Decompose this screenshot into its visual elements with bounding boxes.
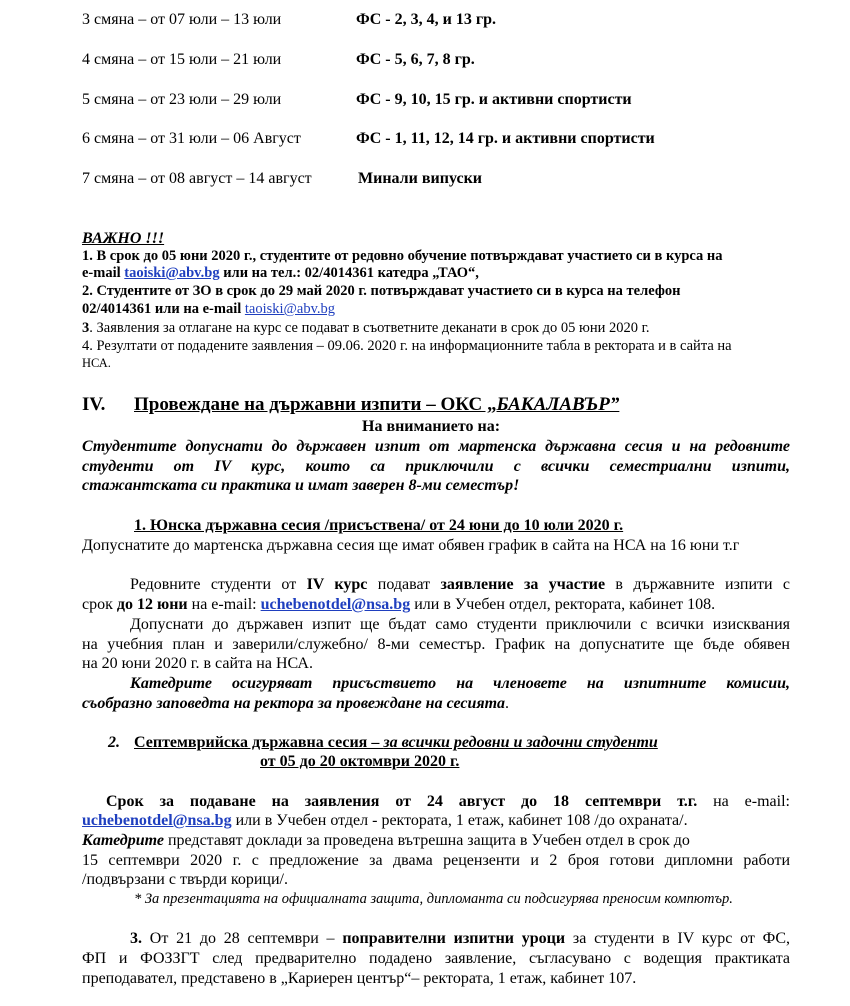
june-schedule-note: Допуснатите до мартенска държавна сесия ще имат обявен график в сайта на НСА на 16 юни т.г: [82, 537, 740, 554]
note-2-text: 02/4014361 или на e-mail: [82, 301, 245, 317]
september-departments-line2: 15 септември 2020 г. с предложение за двама рецензенти и 2 броя готови дипломни работи: [82, 852, 790, 869]
shift-period: 5 смяна – от 23 юли – 29 юли: [82, 91, 282, 108]
note-2-line1: 2. Студентите от ЗО в срок до 29 май 2020 г. потвърждават участието си в курса на телефон: [82, 283, 681, 299]
section-title-text: Провеждане на държавни изпити – ОКС „: [134, 394, 497, 415]
intro-line-2: студенти от IV курс, които са приключили с всички семестриални изпити,: [82, 458, 790, 475]
email-link[interactable]: taoiski@abv.bg: [244, 301, 336, 317]
retakes-line3: преподавател, представено в „Кариерен център“– ректората, 1 етаж, кабинет 107.: [82, 970, 637, 987]
retakes-line1: [130, 930, 790, 948]
note-1-text: e-mail: [82, 265, 125, 281]
june-text: подават: [367, 576, 441, 593]
september-text: на e-mail:: [697, 793, 790, 810]
note-2-line2: [82, 301, 335, 318]
september-dates: от 05 до 20 октомври 2020 г.: [260, 753, 460, 770]
shift-period: 6 смяна – от 31 юли – 06 Август: [82, 130, 301, 147]
note-1-line2: [82, 265, 479, 282]
intro-line-1: Студентите допуснати до държавен изпит от мартенска държавна сесия и на редовните: [82, 438, 790, 455]
shift-groups: ФС - 9, 10, 15 гр. и активни спортисти: [356, 91, 632, 108]
note-1-line1: 1. В срок до 05 юни 2020 г., студентите от редовно обучение потвърждават участието си в курса на: [82, 248, 723, 264]
june-heading: 1. Юнска държавна сесия /присъствена/ от 24 юни до 10 юли 2020 г.: [134, 517, 624, 534]
september-heading: [134, 734, 658, 752]
shift-row: [82, 11, 281, 29]
email-link[interactable]: uchebenotdel@nsa.bg: [82, 812, 232, 829]
june-paragraph-2-line2: на учебния план и заверили/служебно/ 8-ми семестър. График на допуснатите ще бъде обявен: [82, 636, 790, 653]
june-text: Редовните студенти от: [130, 576, 307, 593]
september-heading-audience: за всички редовни и задочни студенти: [383, 734, 658, 751]
september-heading-text: Септемврийска държавна сесия –: [134, 734, 384, 751]
june-deadline: до 12 юни: [116, 596, 188, 613]
retakes-text: От 21 до 28 септември –: [142, 930, 343, 947]
important-heading: ВАЖНО !!!: [82, 230, 165, 247]
june-text: на e-mail:: [187, 596, 261, 613]
june-paragraph-2-line3: на 20 юни 2020 г. в сайта на НСА.: [82, 655, 313, 672]
june-paragraph-1-line1: [130, 576, 790, 594]
intro-line-3: стажантската си практика и имат заверен 8-ми семестър!: [82, 477, 520, 494]
june-text: срок: [82, 596, 117, 613]
september-text: или в Учебен отдел - ректората, 1 етаж, кабинет 108 /до охраната/.: [231, 812, 688, 829]
section-title: [134, 394, 619, 416]
june-text: или в Учебен отдел, ректората, кабинет 108.: [410, 596, 716, 613]
june-application: заявление за участие: [440, 576, 606, 593]
september-text: представят доклади за проведена вътрешна защита в Учебен отдел в срок до: [163, 832, 690, 849]
note-3: [82, 320, 650, 337]
shift-period: 3 смяна – от 07 юли – 13 юли: [82, 11, 282, 28]
note-3-number: 3: [82, 320, 90, 336]
september-note: * За презентацията на официалната защита, дипломанта си подсигурява преносим компютър.: [134, 891, 733, 907]
september-number: 2.: [108, 734, 120, 751]
june-text: в държавните изпити с: [605, 576, 791, 593]
june-paragraph-1-line2: [82, 596, 715, 614]
retakes-lessons: поправителни изпитни уроци: [342, 930, 566, 947]
email-link[interactable]: taoiski@abv.bg: [124, 265, 220, 281]
shift-groups: ФС - 5, 6, 7, 8 гр.: [356, 51, 475, 68]
shift-groups: Минали випуски: [358, 170, 482, 187]
september-deadline-line2: [82, 812, 688, 830]
june-paragraph-2-line1: Допуснати до държавен изпит ще бъдат само студенти приключили с всички изисквания: [130, 616, 790, 633]
section-number: IV.: [82, 394, 106, 415]
june-rector-order: съобразно заповедта на ректора за провеждане на сесията: [82, 695, 506, 712]
note-4-line2: НСА.: [82, 356, 111, 370]
june-paragraph-3-line2: [82, 695, 509, 713]
retakes-number: 3.: [130, 930, 142, 947]
shift-period: 7 смяна – от 08 август – 14 август: [82, 170, 312, 187]
september-departments-line3: /подвързани с твърди корици/.: [82, 871, 288, 888]
shift-period: 4 смяна – от 15 юли – 21 юли: [82, 51, 282, 68]
june-course: IV курс: [306, 576, 368, 593]
june-paragraph-3-line1: Катедрите осигуряват присъствието на членовете на изпитните комисии,: [130, 675, 790, 692]
september-departments-line1: [82, 832, 690, 850]
september-deadline: Срок за подаване на заявления от 24 август до 18 септември т.г.: [106, 793, 698, 810]
september-departments: Катедрите: [82, 832, 164, 849]
shift-groups: ФС - 2, 3, 4, и 13 гр.: [356, 11, 497, 28]
september-deadline-line1: [106, 793, 790, 811]
email-link[interactable]: uchebenotdel@nsa.bg: [260, 596, 411, 613]
note-3-text: . Заявления за отлагане на курс се подават в съответните деканати в срок до 05 юни 2020 г.: [89, 320, 650, 336]
retakes-line2: ФП и ФОЗЗГТ след предварително подадено заявление, съгласувано с водещия практиката: [82, 950, 790, 967]
section-title-degree: БАКАЛАВЪР”: [496, 394, 620, 415]
retakes-text: за студенти в IV курс от ФС,: [565, 930, 790, 947]
june-text: .: [505, 695, 510, 712]
note-1-phone: или на тел.: 02/4014361 катедра „ТАО“,: [219, 265, 479, 281]
note-4-line1: 4. Резултати от подадените заявления – 09.06. 2020 г. на информационните табла в ректората и в сайта на: [82, 338, 732, 354]
shift-groups: ФС - 1, 11, 12, 14 гр. и активни спортисти: [356, 130, 655, 147]
attention-label: На вниманието на:: [362, 418, 501, 435]
